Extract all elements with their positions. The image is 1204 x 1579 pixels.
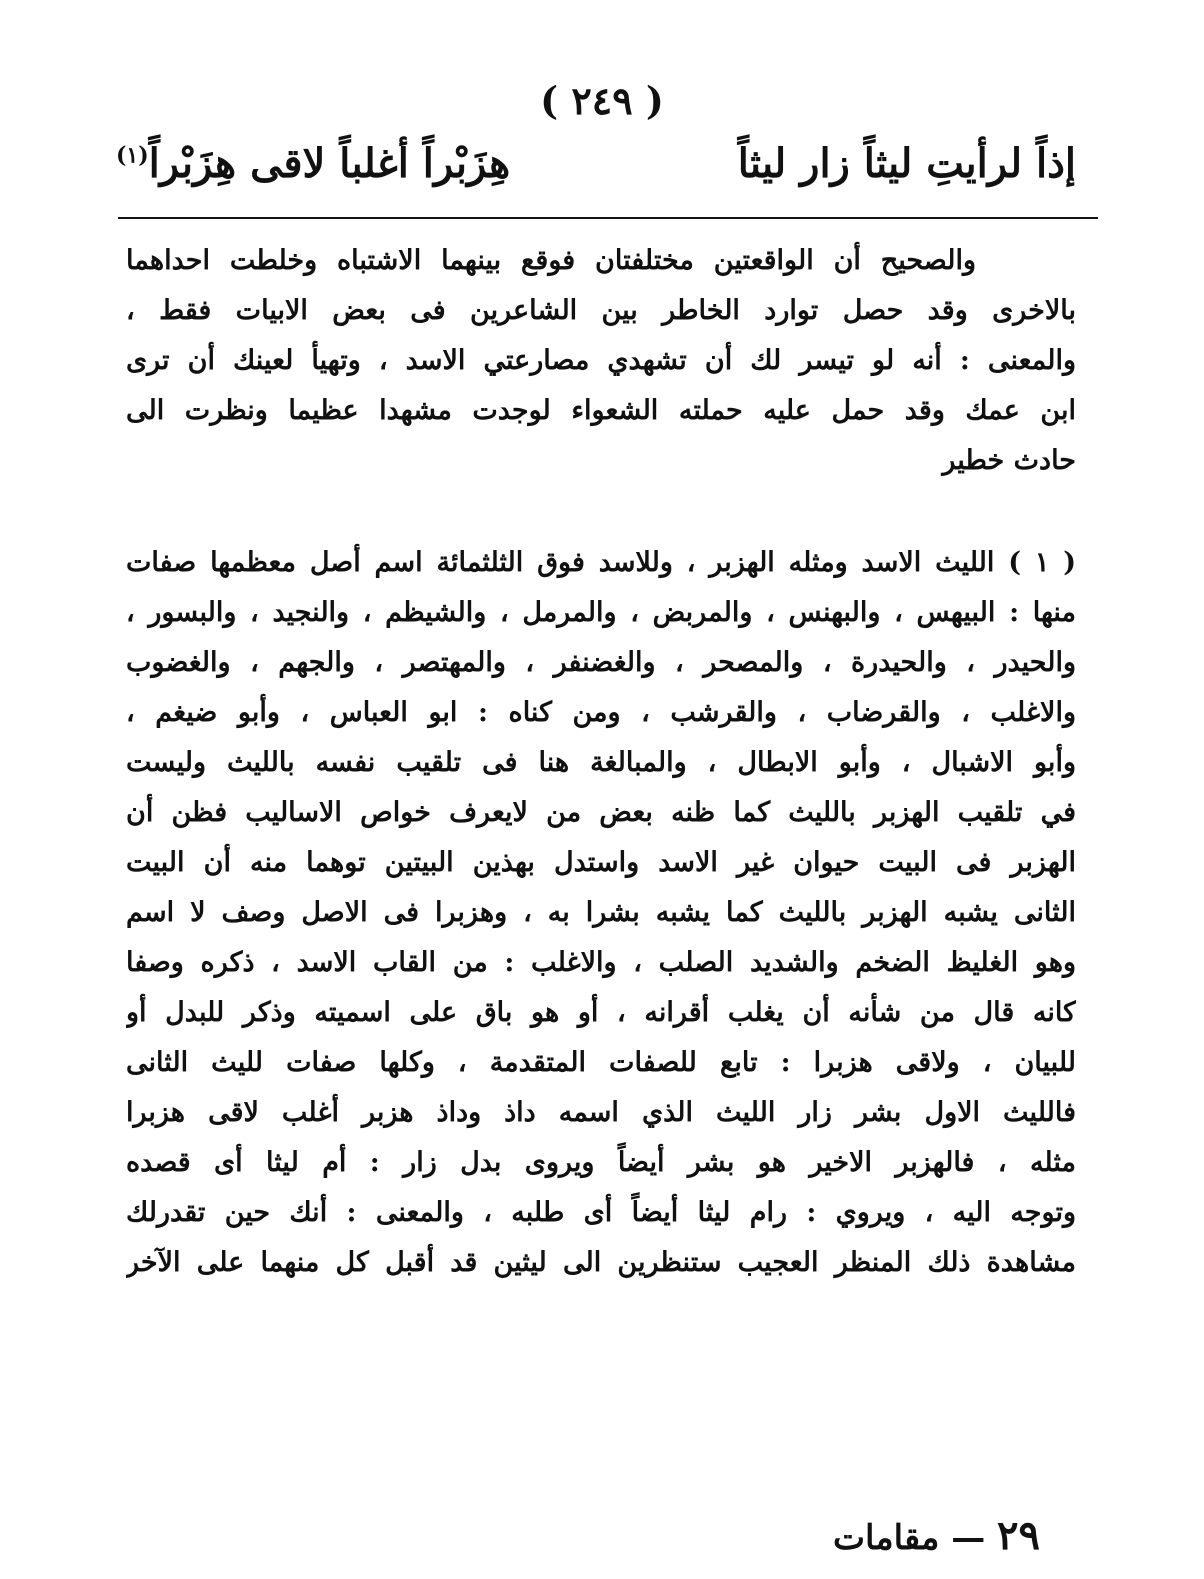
footnote-line: فالليث الاول بشر زار الليث الذي اسمه داذ وداذ هزبر أغلب لاقى هزبرا [126,1097,1076,1128]
main-text-line: والصحيح أن الواقعتين مختلفتان فوقع بينهما الاشتباه وخلطت احداهما [126,245,976,276]
signature-mark [833,1512,1040,1559]
signature-label: مقامات [832,1518,940,1558]
footnote-line: ( ١ ) الليث الاسد ومثله الهزبر ، وللاسد فوق الثلثمائة اسم أصل معظمها صفات [126,547,1076,578]
main-text [126,236,1076,486]
header-divider [118,217,1098,219]
footnote-line: وهو الغليظ الضخم والشديد الصلب ، والاغلب : من القاب الاسد ، ذكره وصفا [126,947,1076,978]
signature-separator: — [951,1518,986,1558]
footnote-line: في تلقيب الهزبر بالليث كما ظنه بعض من لايعرف خواص الاساليب فظن أن [126,797,1076,828]
footnote-line: كانه قال من شأنه أن يغلب أقرانه ، أو هو باق على اسميته وذكر للبدل أو [126,997,1076,1028]
main-text-line: ابن عمك وقد حمل عليه حملته الشعواء لوجدت مشهدا عظيما ونظرت الى [126,395,1076,426]
footnote-line: والاغلب ، والقرضاب ، والقرشب ، ومن كناه : ابو العباس ، وأبو ضيغم ، [126,697,1076,728]
main-text-line: والمعنى : أنه لو تيسر لك أن تشهدي مصارعتي الاسد ، وتهيأ لعينك أن ترى [126,345,1076,376]
verse-second-hemistich: هِزَبْراً أغلباً لاقى هِزَبْراً [148,140,511,187]
footnote-line: وأبو الاشبال ، وأبو الابطال ، والمبالغة هنا فى تلقيب نفسه بالليث وليست [126,747,1076,778]
footnote-reference: (١) [116,142,149,169]
footnote-line: للبيان ، ولاقى هزبرا : تابع للصفات المتقدمة ، وكلها صفات لليث الثانى [126,1047,1076,1078]
signature-number: ٢٩ [997,1512,1040,1559]
footnote-line: الهزبر فى البيت حيوان غير الاسد واستدل بهذين البيتين توهما منه أن البيت [126,847,1076,878]
verse-second-hemistich-wrap [116,140,510,187]
footnote-line: منها : البيهس ، والبهنس ، والمربض ، والمرمل ، والشيظم ، والنجيد ، والبسور ، [126,597,1076,628]
verse-first-hemistich: إذاً لرأيتِ ليثاً زار ليثاً [737,140,1076,187]
footnote-line: مثله ، فالهزبر الاخير هو بشر أيضاً ويروى بدل زار : أم ليثا أى قصده [126,1147,1076,1178]
verse-line [116,140,1076,200]
page-number: ( ٢٤٩ ) [540,78,664,123]
main-text-line: حادث خطير [942,445,1076,476]
footnote-line: الثانى يشبه الهزبر بالليث كما يشبه بشرا به ، وهزبرا فى الاصل وصف لا اسم [126,897,1076,928]
footnote-line: وتوجه اليه ، ويروي : رام ليثا أيضاً أى طلبه ، والمعنى : أنك حين تقدرلك [126,1197,1076,1228]
footnote-line: والحيدر ، والحيدرة ، والمصحر ، والغضنفر ، والمهتصر ، والجهم ، والغضوب [126,647,1076,678]
footnote-line: مشاهدة ذلك المنظر العجيب ستنظرين الى ليثين قد أقبل كل منهما على الآخر [126,1247,1076,1278]
main-text-line: بالاخرى وقد حصل توارد الخاطر بين الشاعرين فى بعض الابيات فقط ، [126,295,1076,326]
footnote [126,538,1076,1288]
